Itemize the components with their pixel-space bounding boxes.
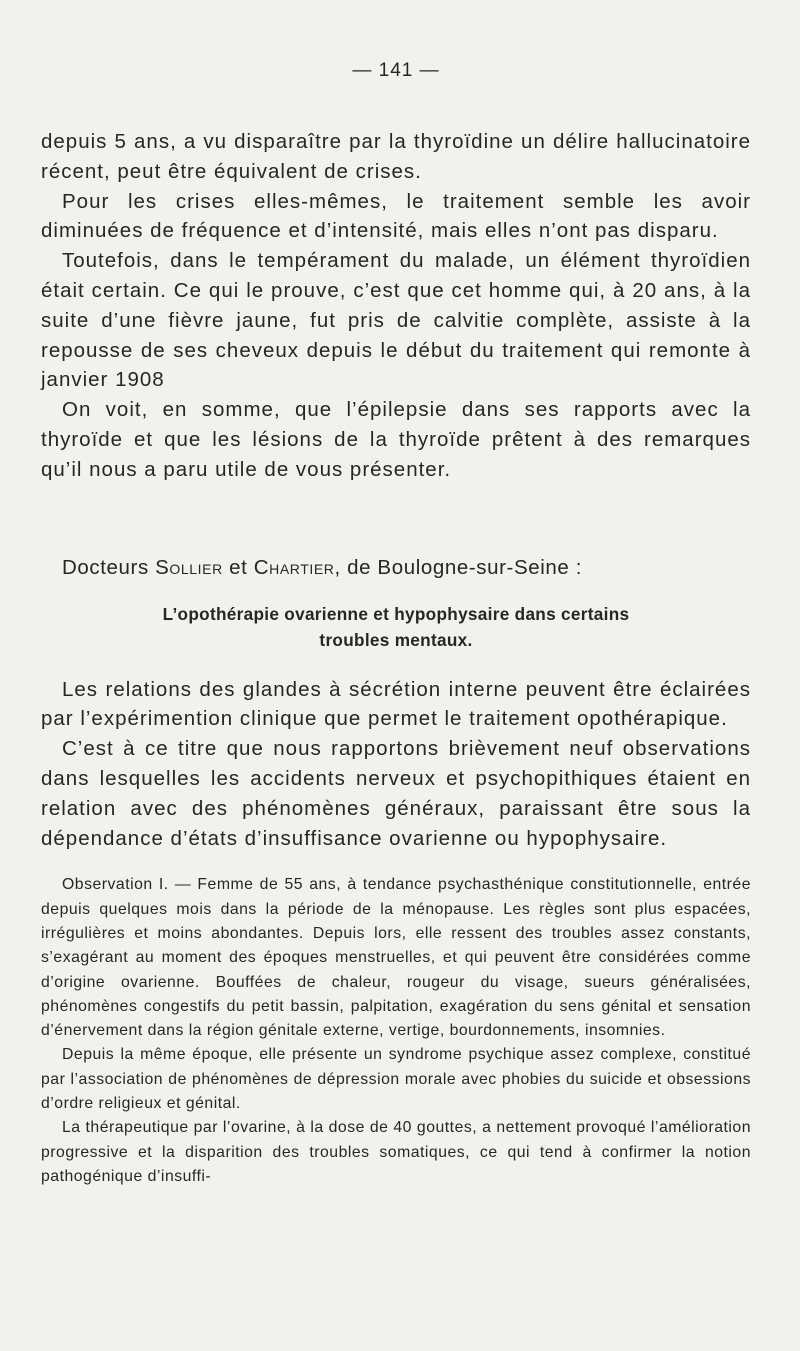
byline-joiner: et [222, 555, 254, 579]
intro-paragraph-2: Pour les crises elles-mêmes, le traitement semble les avoir diminuées de fréquence et d’intensité, mais elles n’ont pas disparu. [41, 189, 751, 243]
article-title [41, 601, 751, 653]
observation-section [41, 873, 751, 1189]
intro-paragraph-1: depuis 5 ans, a vu disparaître par la thyroïdine un délire hallucinatoire récent, peut être équivalent de crises. [41, 130, 751, 183]
observation-paragraph-1: Observation I. — Femme de 55 ans, à tendance psychasthénique constitutionnelle, entrée depuis quelques mois dans la période de la ménopause. Les règles sont plus espacées, irrégulières et moins abondantes. Depuis lors, elle ressent des troubles assez constants, s’exagérant au moment des époques menstruelles, et qui peuvent être considérées comme d’origine ovarienne. Bouffées de chaleur, rougeur du visage, sueurs généralisées, phénomènes congestifs du petit bassin, palpitation, exagération du sens génital et sensation d’énervement dans la région génitale externe, vertige, bourdonnements, insomnies. [41, 876, 751, 1040]
main-paragraph-2: C’est à ce titre que nous rapportons brièvement neuf observations dans lesquelles les accidents nerveux et psychopithiques étaient en relation avec des phénomènes généraux, paraissant être sous la dépendance d’états d’insuffisance ovarienne ou hypophysaire. [41, 737, 751, 850]
author-sollier: Sollier [155, 555, 223, 579]
observation-paragraph-2: Depuis la même époque, elle présente un syndrome psychique assez complexe, constitué par l’association de phénomènes de dépression morale avec phobies du suicide et obsessions d’ordre religieux et génital. [41, 1046, 751, 1113]
intro-text [41, 127, 751, 485]
article-byline [62, 553, 751, 583]
observation-paragraph-3: La thérapeutique par l’ovarine, à la dose de 40 gouttes, a nettement provoqué l’amélioration progressive et la disparition des troubles somatiques, ce qui tend à confirmer la notion pathogénique d’insuffi- [41, 1119, 751, 1185]
byline-location: , de Boulogne-sur-Seine : [334, 555, 583, 579]
intro-paragraph-3: Toutefois, dans le tempérament du malade, un élément thyroïdien était certain. Ce qui le prouve, c’est que cet homme qui, à 20 ans, à la suite d’une fièvre jaune, fut pris de calvitie complète, assiste à la repousse de ses cheveux depuis le début du traitement qui remonte à janvier 1908 [41, 249, 751, 392]
byline-prefix: Docteurs [62, 555, 156, 579]
main-paragraph-1: Les relations des glandes à sécrétion interne peuvent être éclairées par l’expérimention clinique que permet le traitement opothérapique. [41, 677, 751, 731]
article-title-line-2: troubles mentaux. [319, 629, 473, 650]
main-text [41, 675, 751, 854]
page-number: — 141 — [352, 60, 440, 81]
article-title-line-1: L’opothérapie ovarienne et hypophysaire dans certains [162, 603, 630, 624]
intro-paragraph-4: On voit, en somme, que l’épilepsie dans ses rapports avec la thyroïde et que les lésions de la thyroïde prêtent à des remarques qu’il nous a paru utile de vous présenter. [41, 398, 751, 481]
author-chartier: Chartier [253, 555, 335, 579]
